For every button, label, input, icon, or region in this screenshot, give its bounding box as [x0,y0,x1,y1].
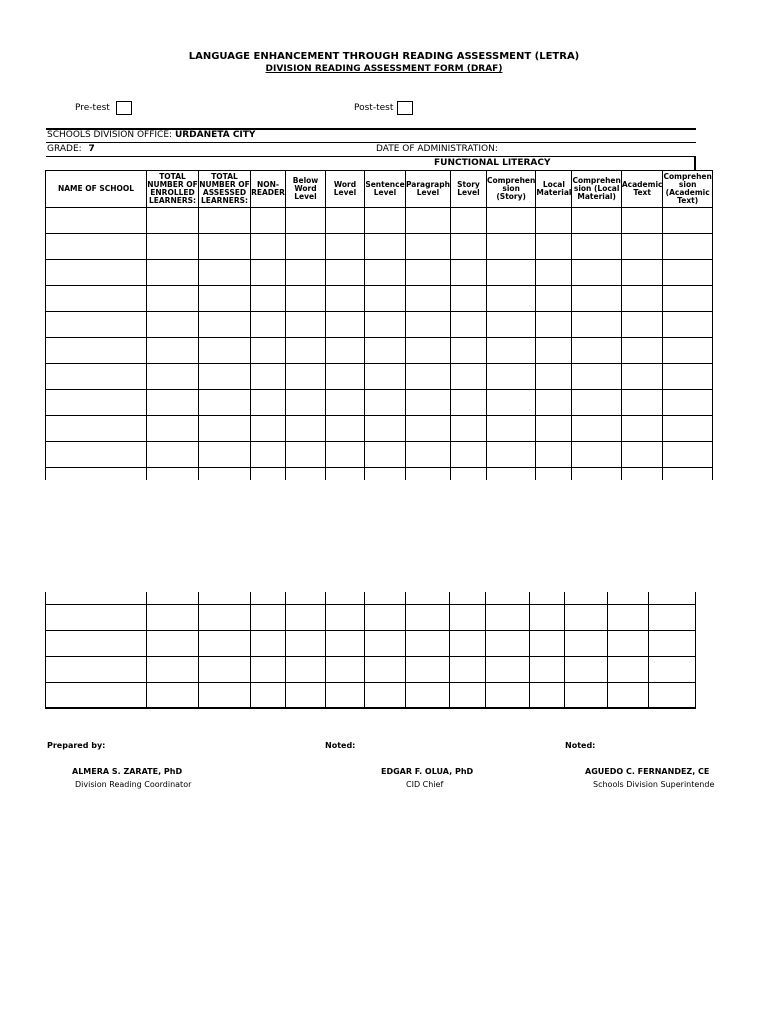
table-cell[interactable] [486,468,535,480]
table-cell[interactable] [365,604,406,630]
table-cell[interactable] [199,604,251,630]
table-row [46,656,696,682]
table-cell[interactable] [649,682,696,708]
table-cell[interactable] [199,630,251,656]
table-cell[interactable] [251,656,286,682]
table-cell[interactable] [286,468,326,480]
table-cell[interactable] [663,416,712,442]
table-cell[interactable] [621,208,663,234]
table-cell[interactable] [147,682,199,708]
noted-label-2: Noted: [565,741,596,750]
table-cell[interactable] [365,208,406,234]
table-cell[interactable] [486,656,530,682]
table-cell[interactable] [147,260,199,286]
table-cell[interactable] [251,592,286,604]
table-row [46,234,713,260]
signatory-role-3: Schools Division Superintende [593,780,715,789]
table-cell[interactable] [536,338,572,364]
table-cell[interactable] [365,592,406,604]
table-cell[interactable] [450,468,486,480]
table-cell[interactable] [572,390,621,416]
sdo-value: URDANETA CITY [174,130,256,140]
table-cell[interactable] [326,592,365,604]
table-cell[interactable] [251,468,286,480]
table-cell[interactable] [536,364,572,390]
table-cell[interactable] [286,312,326,338]
table-cell[interactable] [406,604,450,630]
table-cell[interactable] [199,442,251,468]
signatory-name-3: AGUEDO C. FERNANDEZ, CE [585,767,710,776]
table-cell[interactable] [365,442,406,468]
col-academic-text: Academic Text [621,171,663,208]
table-cell[interactable] [365,260,406,286]
col-assessed: TOTAL NUMBER OF ASSESSED LEARNERS: [199,171,251,208]
table-cell[interactable] [147,656,199,682]
table-cell[interactable] [46,442,147,468]
table-cell[interactable] [450,312,486,338]
table-row [46,682,696,708]
table-cell[interactable] [365,468,406,480]
signatory-3-clip [560,765,715,793]
table-cell[interactable] [621,338,663,364]
table-cell[interactable] [326,260,365,286]
table-cell[interactable] [147,208,199,234]
table-cell[interactable] [46,312,147,338]
table-cell[interactable] [147,390,199,416]
table-cell[interactable] [46,364,147,390]
col-paragraph-level: Paragraph Level [406,171,451,208]
table-cell[interactable] [147,604,199,630]
table-row-partial [46,592,696,604]
table-cell[interactable] [46,286,147,312]
col-comprehension-local: Comprehen sion (Local Material) [572,171,621,208]
form-title: LANGUAGE ENHANCEMENT THROUGH READING ASSESSMENT (LETRA) [188,51,580,62]
table-cell[interactable] [530,604,565,630]
table-cell[interactable] [486,442,535,468]
table-cell[interactable] [486,592,530,604]
table-cell[interactable] [486,312,535,338]
table-cell[interactable] [486,364,535,390]
table-cell[interactable] [406,592,450,604]
table-cell[interactable] [199,286,251,312]
table-cell[interactable] [572,416,621,442]
table-cell[interactable] [286,286,326,312]
table-cell[interactable] [572,468,621,480]
sdo-row [47,130,255,140]
table-cell[interactable] [608,630,649,656]
form-subtitle: DIVISION READING ASSESSMENT FORM (DRAF) [265,64,503,74]
table-cell[interactable] [565,656,608,682]
table-cell[interactable] [450,592,486,604]
table-row [46,630,696,656]
col-comprehension-academic: Comprehen sion (Academic Text) [663,171,712,208]
table-cell[interactable] [46,416,147,442]
table-cell[interactable] [326,468,365,480]
table-cell[interactable] [450,604,486,630]
table-cell[interactable] [365,630,406,656]
table-cell[interactable] [450,630,486,656]
table-cell[interactable] [649,604,696,630]
table-cell[interactable] [565,682,608,708]
col-enrolled: TOTAL NUMBER OF ENROLLED LEARNERS: [147,171,199,208]
table-cell[interactable] [46,682,147,708]
table-cell[interactable] [663,234,712,260]
col-sentence-level: Sentence Level [365,171,406,208]
table-cell[interactable] [326,390,365,416]
table-row [46,416,713,442]
table-cell[interactable] [147,312,199,338]
table-cell[interactable] [251,234,286,260]
table-cell[interactable] [572,208,621,234]
table-cell[interactable] [46,468,147,480]
table-cell[interactable] [147,234,199,260]
table-cell[interactable] [46,260,147,286]
header-row [46,171,713,208]
table-cell[interactable] [565,604,608,630]
table-cell[interactable] [536,208,572,234]
signatory-name-1: ALMERA S. ZARATE, PhD [72,767,183,776]
info-bottom-rule [46,156,696,157]
table-cell[interactable] [286,604,326,630]
table-cell[interactable] [450,260,486,286]
table-cell[interactable] [406,442,451,468]
table-cell[interactable] [365,682,406,708]
table-cell[interactable] [199,592,251,604]
table-cell[interactable] [572,260,621,286]
table-cell[interactable] [450,338,486,364]
table-cell[interactable] [365,286,406,312]
posttest-label: Post-test [354,103,394,113]
table-row [46,390,713,416]
table-cell[interactable] [199,208,251,234]
table-cell[interactable] [406,656,450,682]
table-cell[interactable] [530,630,565,656]
table-cell[interactable] [251,260,286,286]
functional-literacy-border [694,156,696,170]
table-cell[interactable] [621,234,663,260]
table-cell[interactable] [286,234,326,260]
table-row [46,208,713,234]
sdo-label: SCHOOLS DIVISION OFFICE: [47,130,173,140]
noted-label-1: Noted: [325,741,356,750]
table-cell[interactable] [251,442,286,468]
col-word-level: Word Level [326,171,365,208]
signatory-name-2: EDGAR F. OLUA, PhD [381,767,474,776]
table-cell[interactable] [326,234,365,260]
table-cell[interactable] [147,286,199,312]
table-cell[interactable] [536,312,572,338]
table-cell[interactable] [649,592,696,604]
table-cell[interactable] [365,338,406,364]
table-cell[interactable] [326,442,365,468]
functional-literacy-heading: FUNCTIONAL LITERACY [434,158,551,168]
pretest-checkbox[interactable] [116,101,132,115]
prepared-by-label: Prepared by: [47,741,106,750]
table-cell[interactable] [326,338,365,364]
signatory-role-1: Division Reading Coordinator [75,780,192,789]
col-local-material: Local Material [536,171,572,208]
table-cell[interactable] [663,208,712,234]
table-cell[interactable] [251,682,286,708]
table-cell[interactable] [406,234,451,260]
table-cell[interactable] [536,442,572,468]
table-cell[interactable] [199,468,251,480]
table-cell[interactable] [663,286,712,312]
table-cell[interactable] [147,592,199,604]
table-cell[interactable] [46,656,147,682]
assessment-table-top [45,170,713,480]
table-cell[interactable] [486,390,535,416]
table-cell[interactable] [286,208,326,234]
table-cell[interactable] [46,592,147,604]
table-cell[interactable] [536,468,572,480]
table-cell[interactable] [46,338,147,364]
table-cell[interactable] [621,260,663,286]
grade-label: GRADE: [47,144,82,154]
table-row [46,364,713,390]
table-cell[interactable] [621,390,663,416]
table-cell[interactable] [147,338,199,364]
table-cell[interactable] [46,390,147,416]
table-row [46,442,713,468]
table-cell[interactable] [147,416,199,442]
table-cell[interactable] [486,338,535,364]
table-cell[interactable] [536,234,572,260]
table-cell[interactable] [199,416,251,442]
table-row [46,312,713,338]
table-cell[interactable] [663,364,712,390]
table-cell[interactable] [286,390,326,416]
table-cell[interactable] [251,208,286,234]
table-cell[interactable] [406,338,451,364]
table-cell[interactable] [536,390,572,416]
table-cell[interactable] [450,234,486,260]
table-cell[interactable] [199,338,251,364]
table-cell[interactable] [565,630,608,656]
table-cell[interactable] [286,656,326,682]
table-cell[interactable] [450,656,486,682]
table-cell[interactable] [199,364,251,390]
info-mid-rule [46,142,696,143]
table-cell[interactable] [406,468,451,480]
table-cell[interactable] [486,208,535,234]
table-cell[interactable] [621,312,663,338]
table-cell[interactable] [251,390,286,416]
table-cell[interactable] [663,260,712,286]
table-cell[interactable] [286,260,326,286]
table-cell[interactable] [406,416,451,442]
table-cell[interactable] [286,338,326,364]
table-cell[interactable] [486,604,530,630]
col-below-word-level: Below Word Level [286,171,326,208]
col-story-level: Story Level [450,171,486,208]
table-cell[interactable] [572,338,621,364]
table-cell[interactable] [572,364,621,390]
grade-row [47,144,95,154]
table-cell[interactable] [406,630,450,656]
table-cell[interactable] [46,208,147,234]
col-name-of-school: NAME OF SCHOOL [46,171,147,208]
table-cell[interactable] [450,364,486,390]
table-cell[interactable] [251,416,286,442]
table-cell[interactable] [147,442,199,468]
table-cell[interactable] [251,630,286,656]
table-cell[interactable] [608,656,649,682]
table-cell[interactable] [251,312,286,338]
table-cell[interactable] [486,682,530,708]
table-cell[interactable] [608,682,649,708]
table-row [46,338,713,364]
table-cell[interactable] [486,630,530,656]
table-row [46,286,713,312]
table-cell[interactable] [365,364,406,390]
table-cell[interactable] [326,416,365,442]
table-cell[interactable] [46,630,147,656]
table-cell[interactable] [365,234,406,260]
table-cell[interactable] [649,630,696,656]
table-cell[interactable] [450,442,486,468]
table-cell[interactable] [326,208,365,234]
table-cell[interactable] [536,286,572,312]
table-cell[interactable] [536,416,572,442]
table-cell[interactable] [530,682,565,708]
table-cell[interactable] [406,208,451,234]
table-cell[interactable] [621,468,663,480]
table-cell[interactable] [406,286,451,312]
table-cell[interactable] [486,234,535,260]
table-cell[interactable] [46,604,147,630]
table-cell[interactable] [530,656,565,682]
table-cell[interactable] [608,592,649,604]
table-cell[interactable] [530,592,565,604]
table-cell[interactable] [621,442,663,468]
table-cell[interactable] [326,630,365,656]
table-cell[interactable] [199,234,251,260]
table-cell[interactable] [486,260,535,286]
table-cell[interactable] [649,656,696,682]
table-cell[interactable] [565,592,608,604]
table-cell[interactable] [365,416,406,442]
table-cell[interactable] [326,604,365,630]
table-cell[interactable] [199,390,251,416]
table-cell[interactable] [147,630,199,656]
table-cell[interactable] [365,390,406,416]
table-cell[interactable] [286,416,326,442]
table-cell[interactable] [199,260,251,286]
posttest-checkbox[interactable] [397,101,413,115]
table-row [46,604,696,630]
table-cell[interactable] [450,682,486,708]
table-cell[interactable] [147,468,199,480]
assessment-table-bottom [45,592,696,709]
table-cell[interactable] [46,234,147,260]
table-cell[interactable] [365,656,406,682]
table-row-partial [46,468,713,480]
table-cell[interactable] [326,286,365,312]
table-cell[interactable] [406,364,451,390]
signatory-role-2: CID Chief [406,780,444,789]
table-cell[interactable] [251,604,286,630]
date-of-administration-label: DATE OF ADMINISTRATION: [376,144,498,154]
table-cell[interactable] [572,442,621,468]
table-cell[interactable] [663,468,712,480]
table-cell[interactable] [663,338,712,364]
table-cell[interactable] [286,592,326,604]
table-cell[interactable] [450,286,486,312]
table-cell[interactable] [608,604,649,630]
table-cell[interactable] [199,682,251,708]
table-cell[interactable] [365,312,406,338]
table-cell[interactable] [621,286,663,312]
table-row [46,260,713,286]
table-cell[interactable] [326,364,365,390]
table-cell[interactable] [406,390,451,416]
table-cell[interactable] [286,630,326,656]
table-cell[interactable] [326,682,365,708]
table-cell[interactable] [251,286,286,312]
table-cell[interactable] [450,208,486,234]
table-cell[interactable] [486,416,535,442]
table-cell[interactable] [251,364,286,390]
table-cell[interactable] [326,312,365,338]
grade-value: 7 [88,144,95,154]
table-cell[interactable] [199,312,251,338]
table-cell[interactable] [621,364,663,390]
table-cell[interactable] [536,260,572,286]
table-cell[interactable] [199,656,251,682]
table-cell[interactable] [663,390,712,416]
table-cell[interactable] [406,682,450,708]
col-comprehension-story: Comprehen sion (Story) [486,171,535,208]
table-cell[interactable] [621,416,663,442]
table-cell[interactable] [406,312,451,338]
table-cell[interactable] [663,312,712,338]
table-cell[interactable] [663,442,712,468]
table-cell[interactable] [251,338,286,364]
table-cell[interactable] [450,416,486,442]
table-cell[interactable] [572,312,621,338]
table-cell[interactable] [572,234,621,260]
table-cell[interactable] [406,260,451,286]
col-non-reader: NON-READER [251,171,286,208]
table-cell[interactable] [286,442,326,468]
pretest-label: Pre-test [75,103,110,113]
table-cell[interactable] [286,682,326,708]
table-cell[interactable] [486,286,535,312]
table-cell[interactable] [326,656,365,682]
table-cell[interactable] [572,286,621,312]
table-cell[interactable] [286,364,326,390]
table-cell[interactable] [450,390,486,416]
table-cell[interactable] [147,364,199,390]
